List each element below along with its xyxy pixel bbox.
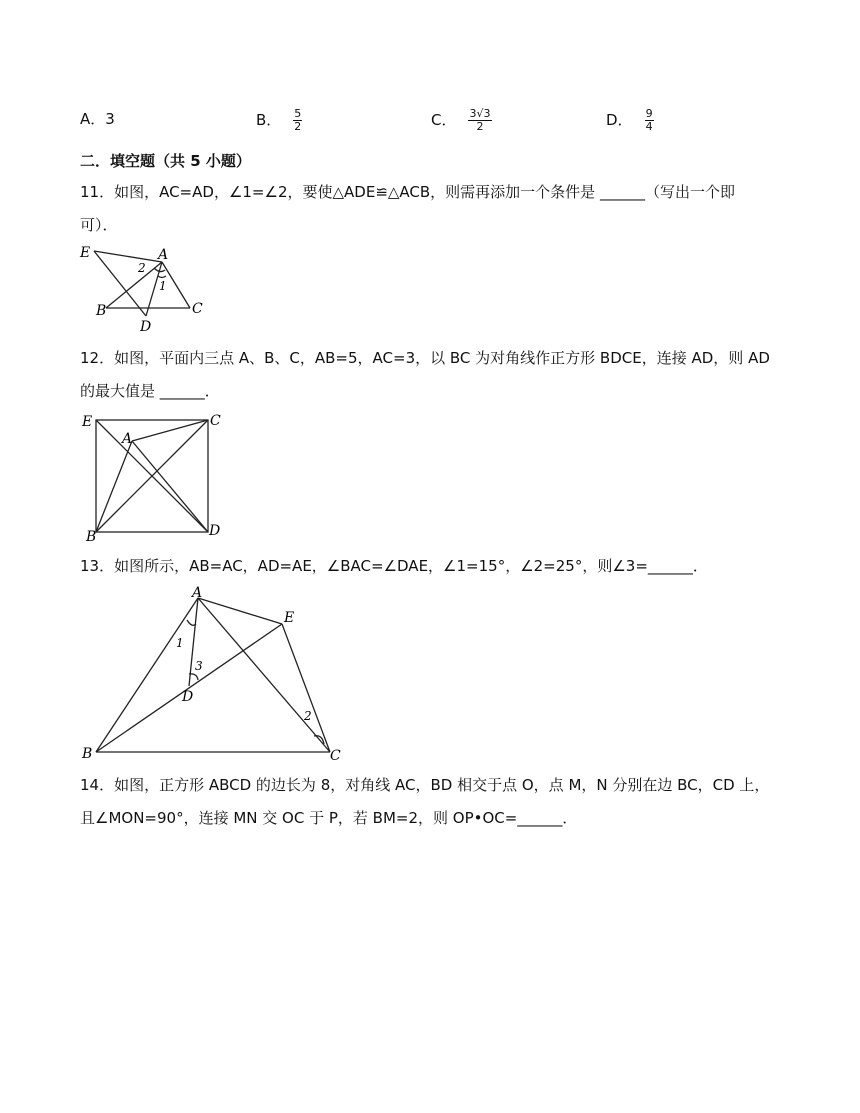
question-13-figure — [76, 584, 356, 764]
angle-1-arc — [158, 276, 166, 278]
section-title: 二．填空题（共 5 小题） — [80, 152, 251, 170]
label-e: E — [82, 414, 93, 430]
label-angle-3: 3 — [195, 659, 203, 673]
option-b-fraction — [293, 108, 302, 133]
option-c-denominator: 2 — [476, 120, 484, 133]
option-d-letter: D． — [606, 111, 633, 129]
option-c-numerator: 3√3 — [469, 107, 491, 120]
question-13-line-1: 13．如图所示，AB=AC，AD=AE，∠BAC=∠DAE，∠1=15°，∠2=25°，则∠3=______． — [80, 557, 708, 575]
option-c-fraction — [468, 108, 491, 133]
option-b-numerator: 5 — [294, 107, 302, 120]
label-b: B — [96, 303, 107, 319]
label-c: C — [192, 301, 203, 317]
label-d: D — [182, 689, 194, 705]
segment-ec — [282, 624, 330, 752]
angle-1-arc — [187, 620, 196, 625]
label-a: A — [122, 431, 133, 447]
label-b: B — [82, 746, 93, 762]
option-d — [606, 108, 654, 133]
segment-ae — [198, 598, 282, 624]
label-angle-1: 1 — [159, 279, 167, 293]
option-d-numerator: 9 — [645, 107, 653, 120]
segment-ac — [198, 598, 330, 752]
segment-ad — [132, 441, 208, 532]
option-b — [256, 108, 302, 133]
question-12-line-1: 12．如图，平面内三点 A、B、C，AB=5，AC=3，以 BC 为对角线作正方形 BDCE，连接 AD，则 AD — [80, 349, 770, 367]
option-d-fraction — [645, 108, 654, 133]
question-14-line-2: 且∠MON=90°，连接 MN 交 OC 于 P，若 BM=2，则 OP•OC=______． — [80, 809, 578, 827]
option-b-denominator: 2 — [294, 120, 302, 133]
label-angle-2: 2 — [304, 709, 312, 723]
question-11-figure — [70, 240, 220, 335]
option-a-letter: A． — [80, 110, 106, 128]
question-11-line-1: 11．如图，AC=AD，∠1=∠2，要使△ADE≌△ACB，则需再添加一个条件是 ______（写出一个即 — [80, 183, 735, 201]
label-c: C — [330, 748, 341, 764]
option-a-value: 3 — [105, 110, 115, 128]
label-c: C — [210, 413, 221, 429]
label-d: D — [209, 523, 221, 539]
label-d: D — [140, 319, 152, 335]
question-14-line-1: 14．如图，正方形 ABCD 的边长为 8，对角线 AC，BD 相交于点 O，点 M，N 分别在边 BC，CD 上， — [80, 776, 770, 794]
question-12-figure — [74, 408, 234, 543]
question-11-line-2: 可）． — [80, 216, 118, 234]
label-e: E — [80, 245, 91, 261]
option-c-letter: C． — [431, 111, 457, 129]
segment-ab — [96, 441, 132, 532]
segment-be — [96, 624, 282, 752]
label-angle-2: 2 — [138, 261, 146, 275]
label-a: A — [192, 585, 203, 601]
option-d-denominator: 4 — [645, 120, 653, 133]
question-12-line-2: 的最大值是 ______． — [80, 382, 220, 400]
option-a — [80, 108, 115, 129]
option-b-letter: B． — [256, 111, 282, 129]
label-e: E — [284, 610, 295, 626]
label-b: B — [86, 529, 97, 543]
label-angle-1: 1 — [176, 636, 184, 650]
segment-ea — [94, 251, 162, 262]
option-c — [431, 108, 492, 133]
label-a: A — [158, 247, 169, 263]
segment-ab — [96, 598, 198, 752]
